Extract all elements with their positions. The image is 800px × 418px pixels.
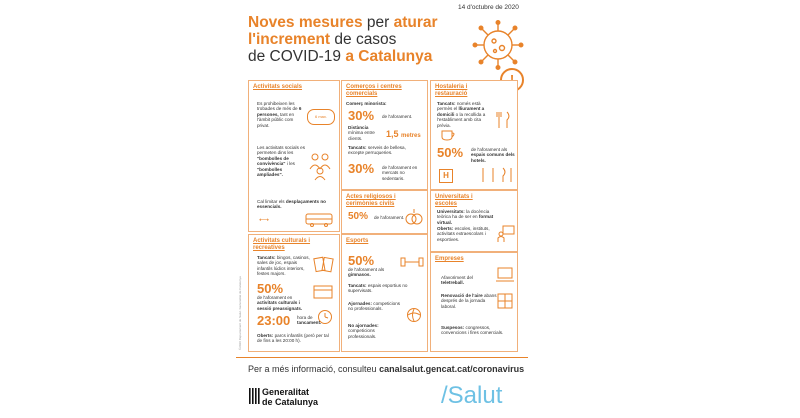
text: espais esportius no supervisats.: [348, 283, 408, 294]
percent-value: 50%: [348, 211, 369, 222]
text-block: [437, 101, 493, 128]
text: Suspesos:: [441, 325, 465, 330]
text: tant en l'àmbit públic com privat.: [257, 111, 295, 128]
arrows-icon: ⟷: [259, 217, 270, 224]
text: competicions no professionals.: [348, 301, 401, 312]
ball-icon: [406, 307, 422, 323]
title-part: aturar: [393, 14, 438, 31]
text: No ajornades:: [348, 323, 379, 328]
text: Les activitats socials es permeten dins les: [257, 145, 305, 156]
text-block: [437, 226, 493, 242]
text: bingos, casinos, sales de joc, espais infantils lúdics interiors, festes majors.: [257, 255, 310, 277]
title-part: Noves mesures: [248, 14, 363, 31]
section-header: Esports: [346, 238, 369, 244]
text: només està permès el: [437, 101, 481, 112]
text: Cal limitar els: [257, 199, 285, 204]
salut-logo: /Salut: [441, 382, 503, 409]
text-block: [348, 267, 394, 278]
laptop-icon: [495, 267, 515, 283]
info-link[interactable]: canalsalut.gencat.cat/coronavirus: [379, 364, 525, 374]
cutlery-icon: [479, 167, 513, 183]
divider: [236, 357, 528, 358]
text: Distància: [348, 125, 369, 130]
cutlery-icon: [495, 111, 513, 129]
cards-icon: [313, 255, 335, 275]
text: format virtual.: [437, 214, 494, 225]
text: Tancats:: [348, 283, 367, 288]
text: Comerç minorista:: [346, 101, 387, 106]
more-info: [248, 364, 524, 374]
text: Tancats:: [348, 145, 367, 150]
section-header: Empreses: [435, 256, 464, 262]
bus-icon: [305, 213, 333, 227]
text: congressos, convencions i fires comercials.: [441, 325, 504, 336]
hotel-icon: H: [439, 169, 453, 183]
distance-value: [386, 129, 421, 139]
clock-icon: [317, 309, 333, 325]
text: tancament.: [297, 320, 322, 326]
section-header: Actes religiosos i cerimònies civils: [346, 194, 396, 207]
percent-value: 30%: [348, 108, 375, 123]
group-icon: 6 max.: [307, 109, 335, 125]
percent-value: 50%: [437, 145, 464, 160]
text: gimnasos.: [348, 272, 371, 278]
text: hora de: [297, 315, 313, 320]
section-esports: [341, 234, 428, 352]
text: Tancats:: [437, 101, 456, 106]
text: de l'aforament als: [471, 147, 508, 152]
title-part: de casos: [334, 31, 397, 48]
text: competicions professionals.: [348, 328, 377, 339]
percent-value: 50%: [348, 253, 375, 268]
section-header: Activitats culturals i recreatives: [253, 238, 311, 251]
text: Ajornades:: [348, 301, 372, 306]
virus-icon: [470, 20, 526, 70]
text-block: [257, 295, 313, 311]
section-header: Hostaleria i restauració: [435, 84, 468, 97]
text: Oberts:: [437, 226, 454, 231]
text: Oberts:: [257, 333, 274, 338]
text: activitats culturals i sessió preassignats.: [257, 300, 303, 311]
percent-value: 50%: [257, 281, 284, 296]
text: Universitats:: [437, 209, 465, 214]
time-value: 23:00: [257, 313, 291, 328]
title-part: a Catalunya: [345, 48, 433, 65]
section-hostaleria: [430, 80, 518, 190]
text: Tancats:: [257, 255, 276, 260]
text: espais comuns dels hotels.: [471, 152, 515, 163]
text: Per a més informació, consulteu: [248, 364, 377, 374]
text: Renovació de l'aire: [441, 293, 483, 298]
text: de Catalunya: [262, 397, 319, 407]
title-part: per: [366, 14, 390, 31]
text-block: [257, 101, 307, 128]
gencat-logo: [248, 387, 319, 410]
text: metres: [401, 133, 421, 139]
text-block: [348, 125, 384, 141]
text-block: [441, 325, 505, 336]
text: 6 persones,: [257, 106, 302, 117]
teacher-icon: [497, 225, 515, 243]
text-block: [348, 283, 408, 294]
text: escoles, instituts, activitats extraescolars i esportives.: [437, 226, 490, 242]
text: [346, 101, 387, 106]
dumbbell-icon: [400, 255, 424, 269]
text-block: [257, 333, 335, 344]
window-icon: [497, 293, 513, 309]
text-block: [257, 255, 313, 277]
text: teletreball.: [441, 280, 464, 286]
copyright-side-text: [238, 240, 246, 350]
text: parcs infantils (però per tal de fins a les 20:00 h).: [257, 333, 329, 344]
title-part: de COVID-19: [248, 48, 342, 65]
section-header: Universitats i escoles: [435, 194, 473, 207]
text: de l'aforament en: [257, 295, 293, 300]
people-icon: [307, 151, 333, 181]
text-block: [441, 293, 501, 309]
text: de l'aforament.: [382, 114, 413, 119]
text: abans i després de la jornada laboral.: [441, 293, 499, 309]
section-religiosos: [341, 190, 428, 234]
text: desplaçaments no essencials.: [257, 199, 326, 210]
cup-icon: [439, 129, 459, 141]
text: "bombolles de convivència": [257, 155, 289, 167]
gencat-name: [262, 387, 318, 407]
text-block: [257, 145, 305, 177]
text: "bombolles ampliades".: [257, 166, 283, 178]
section-activitats-socials: [248, 80, 340, 232]
section-universitats: [430, 190, 518, 252]
text: lliurament a domicili: [437, 106, 485, 117]
section-empreses: [430, 252, 518, 352]
page-title: [248, 14, 448, 65]
text: serveis de bellesa, excepte perruqueries.: [348, 145, 406, 156]
text-block: [257, 199, 331, 210]
text-block: [348, 145, 422, 156]
text-block: [441, 275, 491, 286]
text: mínima entre clients.: [348, 130, 375, 141]
text-block: [348, 323, 404, 339]
section-header: Comerços i centres comercials: [346, 84, 402, 97]
text: de l'aforament.: [374, 215, 405, 220]
text: i les: [286, 161, 295, 167]
text: Es prohibeixen les trobades de més de: [257, 101, 298, 112]
text: o la recollida a l'establiment amb cita prèvia.: [437, 111, 486, 128]
cinema-icon: [313, 285, 333, 299]
percent-value: 30%: [348, 161, 375, 176]
text: Generalitat: [262, 387, 310, 397]
section-header: Activitats socials: [253, 84, 303, 90]
text: la docència teòrica ha de ser en: [437, 209, 490, 220]
text: Afavoriment del: [441, 275, 473, 280]
section-culturals: [248, 234, 340, 352]
section-comercos: [341, 80, 428, 190]
date-label: 14 d'octubre de 2020: [458, 4, 519, 11]
text: de l'aforament als: [348, 267, 385, 272]
text-block: [437, 209, 497, 225]
text: ©2020 Departament de Salut. Generalitat de Catalunya: [238, 276, 242, 350]
text-block: [348, 301, 404, 312]
text: de l'aforament en mercats no sedentaris.: [382, 165, 418, 181]
text: 1,5: [386, 129, 399, 139]
text-block: [297, 315, 322, 326]
gencat-shield-icon: [248, 387, 260, 405]
text-block: [471, 147, 515, 163]
title-part: l'increment: [248, 31, 331, 48]
wedding-icon: [404, 207, 424, 227]
